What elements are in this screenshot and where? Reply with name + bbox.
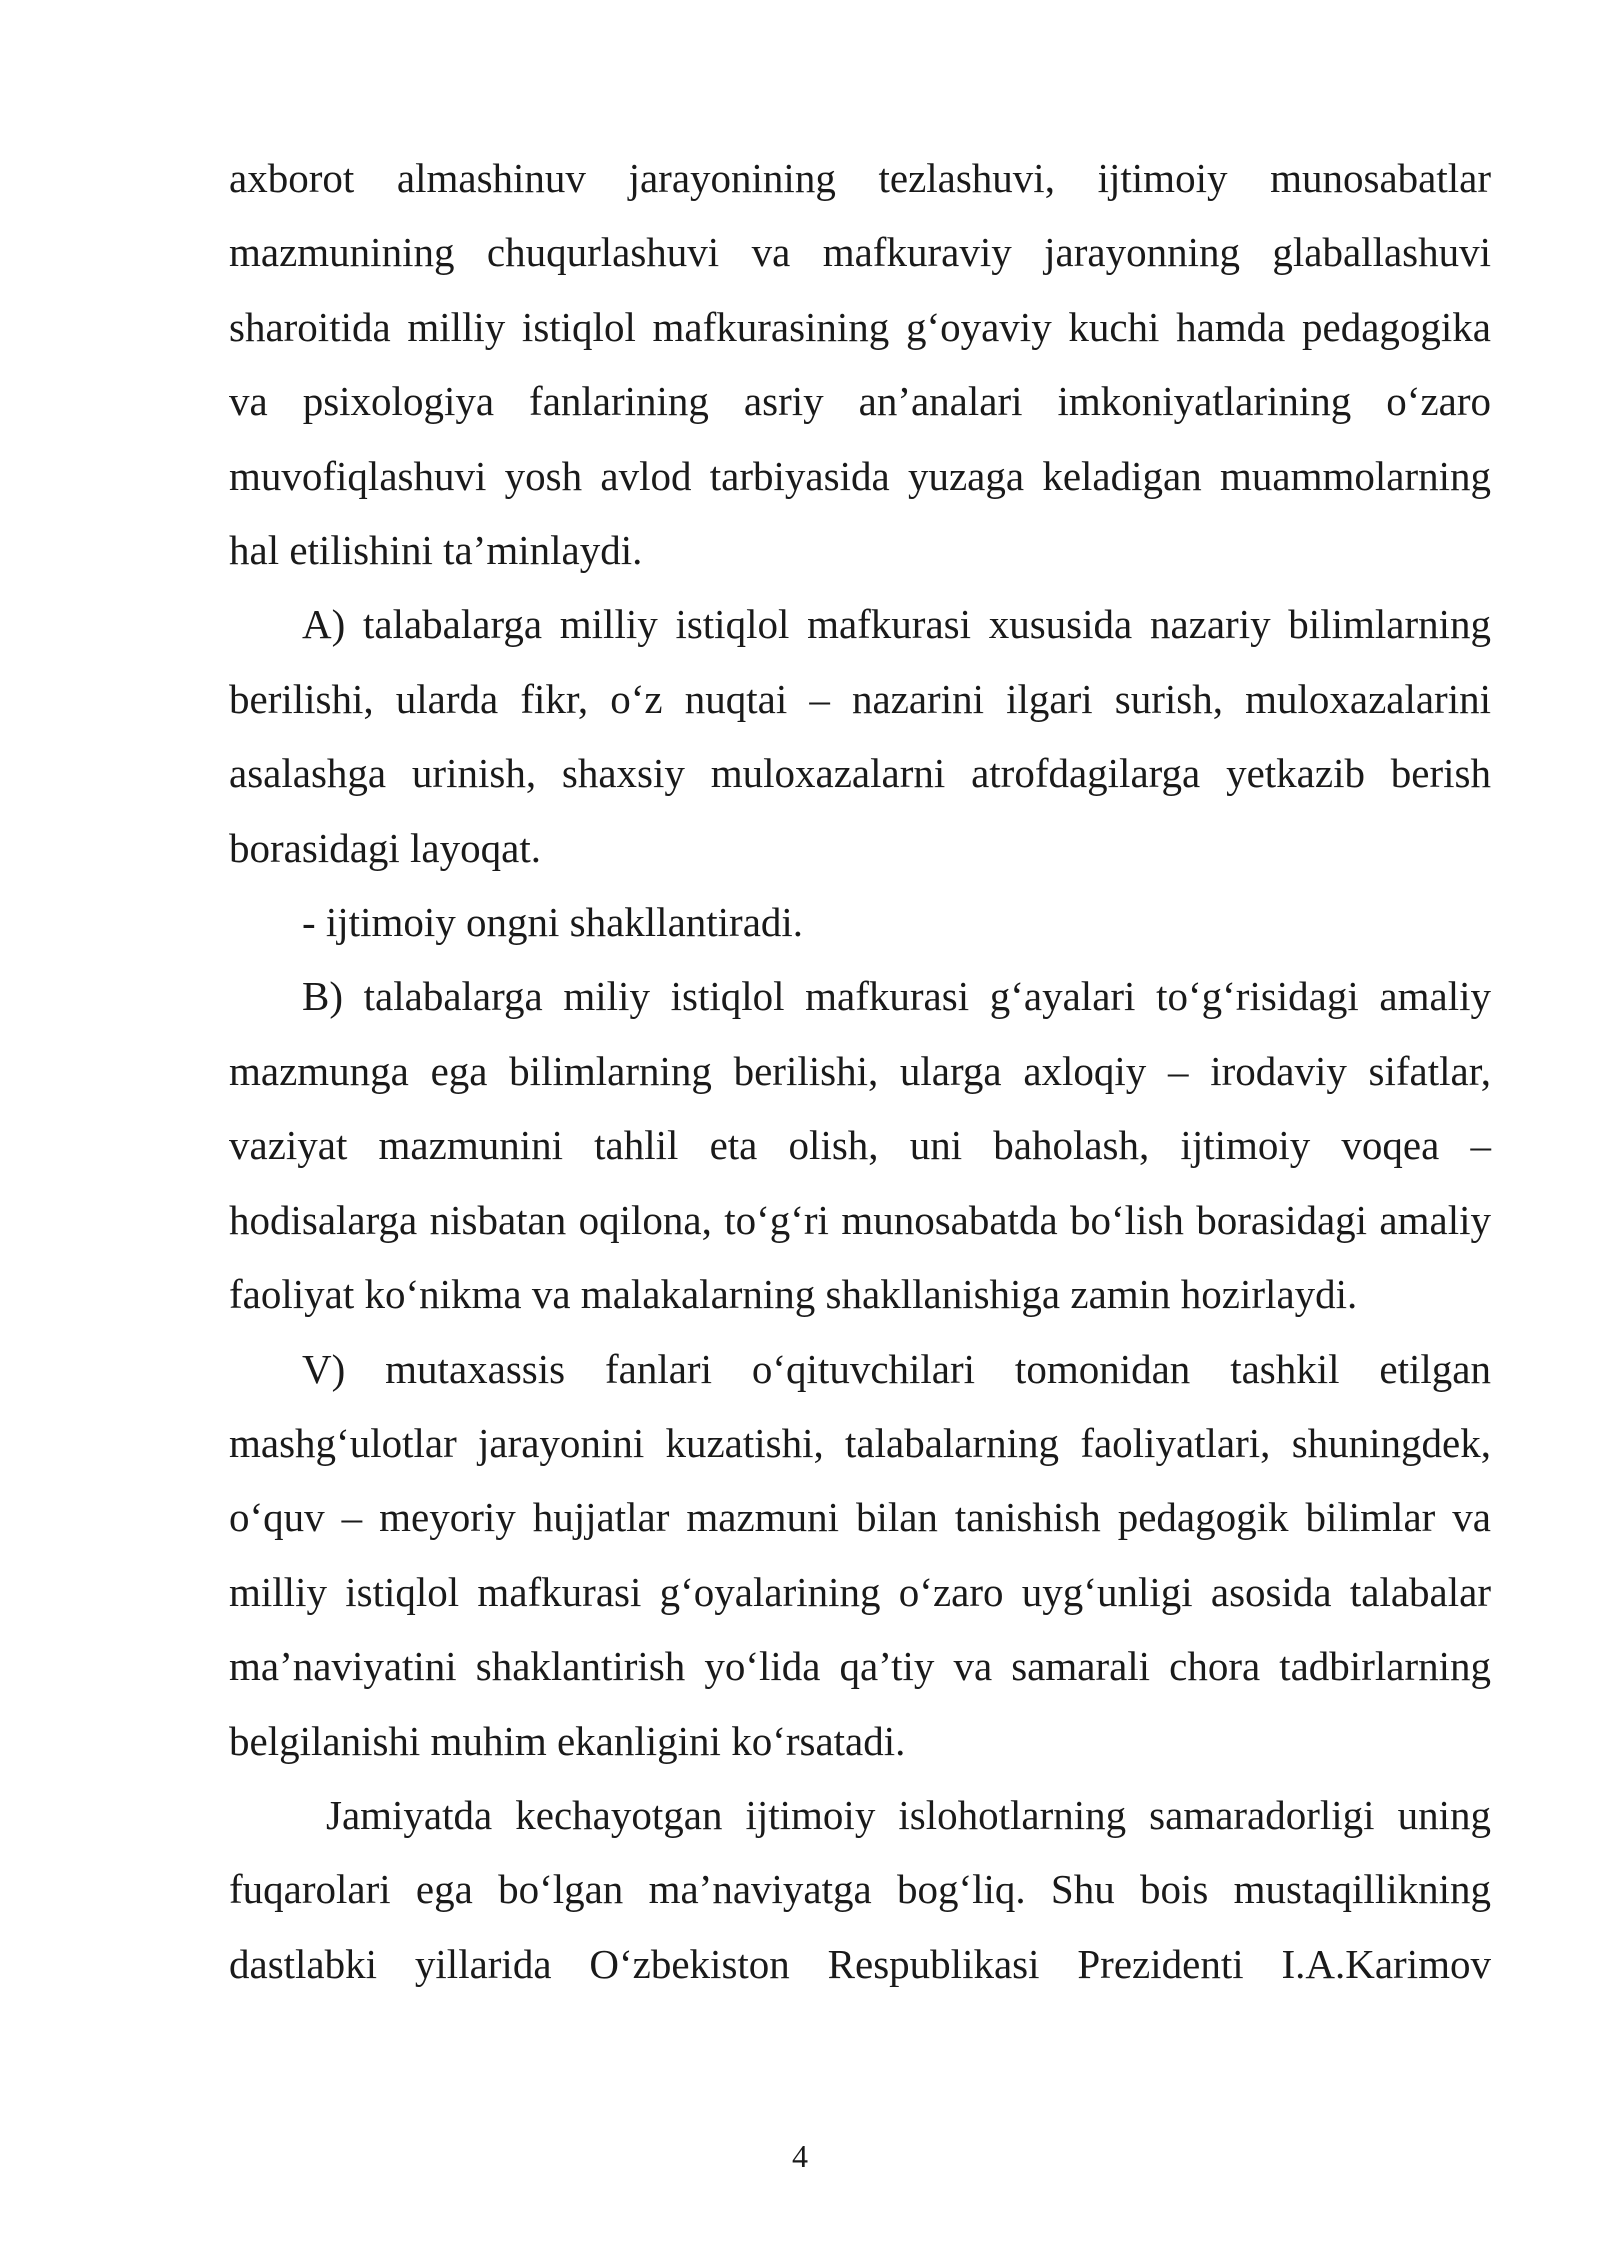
paragraph-dash-item: - ijtimoiy ongni shakllantiradi. (302, 899, 804, 946)
paragraph-continuation: axborot almashinuv jarayonining tezlashuvi, ijtimoiy munosabatlar mazmunining chuqurlashuvi va mafkuraviy jarayonning glaballashuvi sharoitida milliy istiqlol mafkurasining g‘oyaviy kuchi hamda pedagogika va psixologiya fanlarining asriy an’analari imkoniyatlarining o‘zaro muvofiqlashuvi yosh avlod tarbiyasida yuzaga keladigan muammolarning hal etilishini ta’minlaydi. (229, 155, 1491, 574)
document-body (229, 141, 1491, 2001)
paragraph-jamiyatda: Jamiyatda kechayotgan ijtimoiy islohotlarning samaradorligi uning fuqarolari ega bo‘lgan ma’naviyatga bog‘liq. Shu bois mustaqillikning dastlabki yillarida O‘zbekiston Respublikasi Prezidenti I.A.Karimov (229, 1791, 1491, 1987)
paragraph-b: B) talabalarga miliy istiqlol mafkurasi g‘ayalari to‘g‘risidagi amaliy mazmunga ega bilimlarning berilishi, ularga axloqiy – irodaviy sifatlar, vaziyat mazmunini tahlil eta olish, uni baholash, ijtimoiy voqea – hodisalarga nisbatan oqilona, to‘g‘ri munosabatda bo‘lish borasidagi amaliy faoliyat ko‘nikma va malakalarning shakllanishiga zamin hozirlaydi. (229, 973, 1491, 1318)
page-number: 4 (792, 2138, 808, 2174)
paragraph-a: A) talabalarga milliy istiqlol mafkurasi xususida nazariy bilimlarning berilishi, ularda fikr, o‘z nuqtai – nazarini ilgari surish, muloxazalarini asalashga urinish, shaxsiy muloxazalarni atrofdagilarga yetkazib berish borasidagi layoqat. (229, 601, 1491, 871)
paragraph-v: V) mutaxassis fanlari o‘qituvchilari tomonidan tashkil etilgan mashg‘ulotlar jarayonini kuzatishi, talabalarning faoliyatlari, shuningdek, o‘quv – meyoriy hujjatlar mazmuni bilan tanishish pedagogik bilimlar va milliy istiqlol mafkurasi g‘oyalarining o‘zaro uyg‘unligi asosida talabalar ma’naviyatini shaklantirish yo‘lida qa’tiy va samarali chora tadbirlarning belgilanishi muhim ekanligini ko‘rsatadi. (229, 1345, 1491, 1764)
